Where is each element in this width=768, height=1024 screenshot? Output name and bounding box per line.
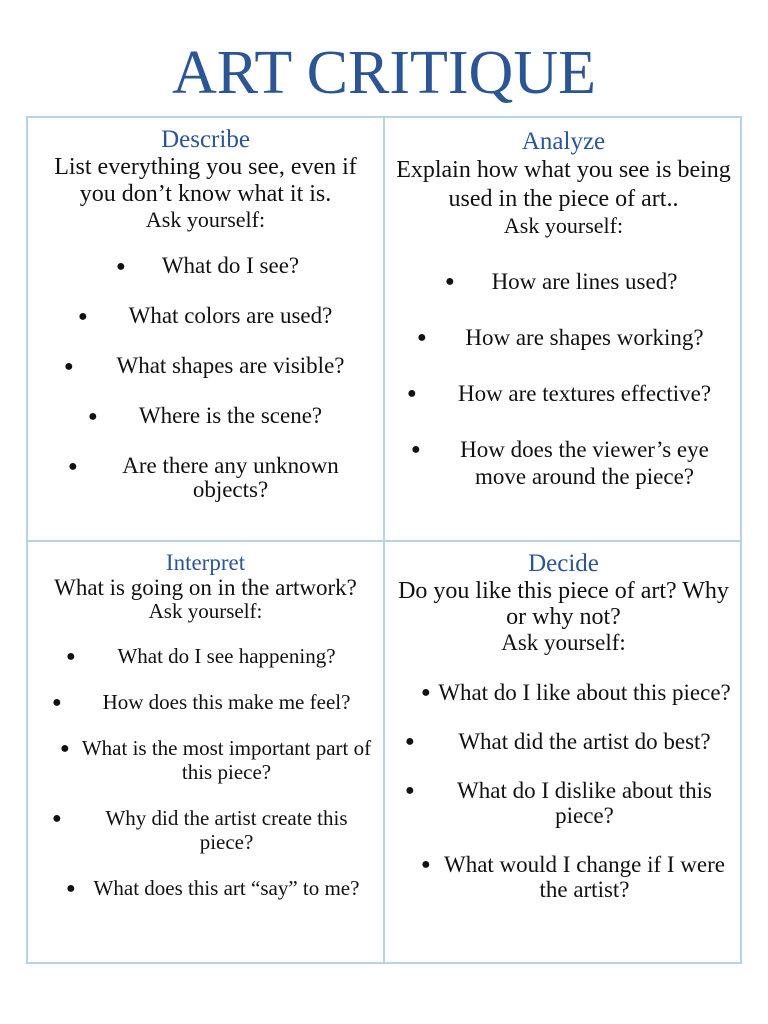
analyze-section [385, 118, 742, 542]
bullet-icon: ● [445, 273, 455, 290]
describe-description: List everything you see, even if you don’t know what it is. [54, 154, 357, 207]
bullet-icon: ● [66, 880, 76, 897]
list-item [28, 690, 383, 714]
list-item [28, 876, 383, 900]
question-text: Why did the artist create this piece? [105, 806, 348, 854]
question-text: What would I change if I were the artist? [444, 852, 725, 902]
question-text: What do I dislike about this piece? [457, 778, 712, 828]
bullet-icon: ● [411, 441, 421, 458]
decide-description: Do you like this piece of art? Why or why not? [398, 578, 729, 630]
interpret-ask-label: Ask yourself: [148, 599, 263, 623]
bullet-icon: ● [66, 648, 76, 665]
list-item [28, 806, 383, 854]
list-item [28, 304, 383, 328]
analyze-questions-list [385, 268, 742, 490]
question-text: Where is the scene? [138, 403, 323, 428]
list-item [385, 729, 742, 754]
interpret-description: What is going on in the artwork? [54, 575, 357, 600]
bullet-icon: ● [52, 810, 62, 827]
question-text: How does the viewer’s eye move around the piece? [460, 437, 709, 489]
bullet-icon: ● [78, 308, 88, 325]
decide-heading: Decide [528, 550, 599, 577]
list-item [28, 644, 383, 668]
bullet-icon: ● [116, 258, 126, 275]
page-title: ART CRITIQUE [172, 39, 596, 107]
question-text: How are lines used? [491, 269, 678, 294]
list-item [385, 852, 742, 902]
question-text: What do I see? [161, 253, 300, 278]
decide-questions-list [385, 680, 742, 902]
question-text: What did the artist do best? [458, 729, 711, 754]
analyze-ask-label: Ask yourself: [503, 213, 624, 238]
analyze-heading: Analyze [521, 128, 606, 155]
list-item [385, 436, 742, 490]
question-text: What colors are used? [128, 303, 333, 328]
list-item [28, 454, 383, 502]
list-item [385, 778, 742, 828]
bullet-icon: ● [407, 385, 417, 402]
question-text: How does this make me feel? [102, 690, 351, 714]
bullet-icon: ● [60, 740, 70, 757]
interpret-questions-list [28, 644, 383, 900]
list-item [385, 324, 742, 351]
describe-ask-label: Ask yourself: [145, 207, 266, 232]
question-text: Are there any unknown objects? [122, 453, 339, 502]
question-text: What does this art “say” to me? [93, 876, 360, 900]
list-item [385, 680, 742, 705]
question-text: How are textures effective? [457, 381, 712, 406]
bullet-icon: ● [421, 684, 431, 701]
analyze-description: Explain how what you see is being used in the piece of art.. [396, 157, 731, 212]
question-text: What shapes are visible? [116, 353, 345, 378]
describe-heading: Describe [161, 126, 250, 153]
bullet-icon: ● [64, 358, 74, 375]
describe-questions-list [28, 254, 383, 502]
list-item [385, 268, 742, 295]
bullet-icon: ● [68, 458, 78, 475]
bullet-icon: ● [405, 733, 415, 750]
interpret-heading: Interpret [165, 550, 246, 575]
list-item [28, 736, 383, 784]
critique-grid [26, 116, 742, 964]
question-text: How are shapes working? [465, 325, 704, 350]
bullet-icon: ● [52, 694, 62, 711]
interpret-section [28, 542, 385, 964]
question-text: What do I see happening? [117, 644, 336, 668]
bullet-icon: ● [88, 408, 98, 425]
describe-section [28, 118, 385, 542]
bullet-icon: ● [421, 856, 431, 873]
decide-section [385, 542, 742, 964]
bullet-icon: ● [417, 329, 427, 346]
list-item [28, 354, 383, 378]
decide-ask-label: Ask yourself: [501, 630, 626, 655]
list-item [385, 380, 742, 407]
question-text: What do I like about this piece? [438, 680, 731, 705]
bullet-icon: ● [405, 782, 415, 799]
list-item [28, 404, 383, 428]
list-item [28, 254, 383, 278]
question-text: What is the most important part of this piece? [81, 736, 372, 784]
